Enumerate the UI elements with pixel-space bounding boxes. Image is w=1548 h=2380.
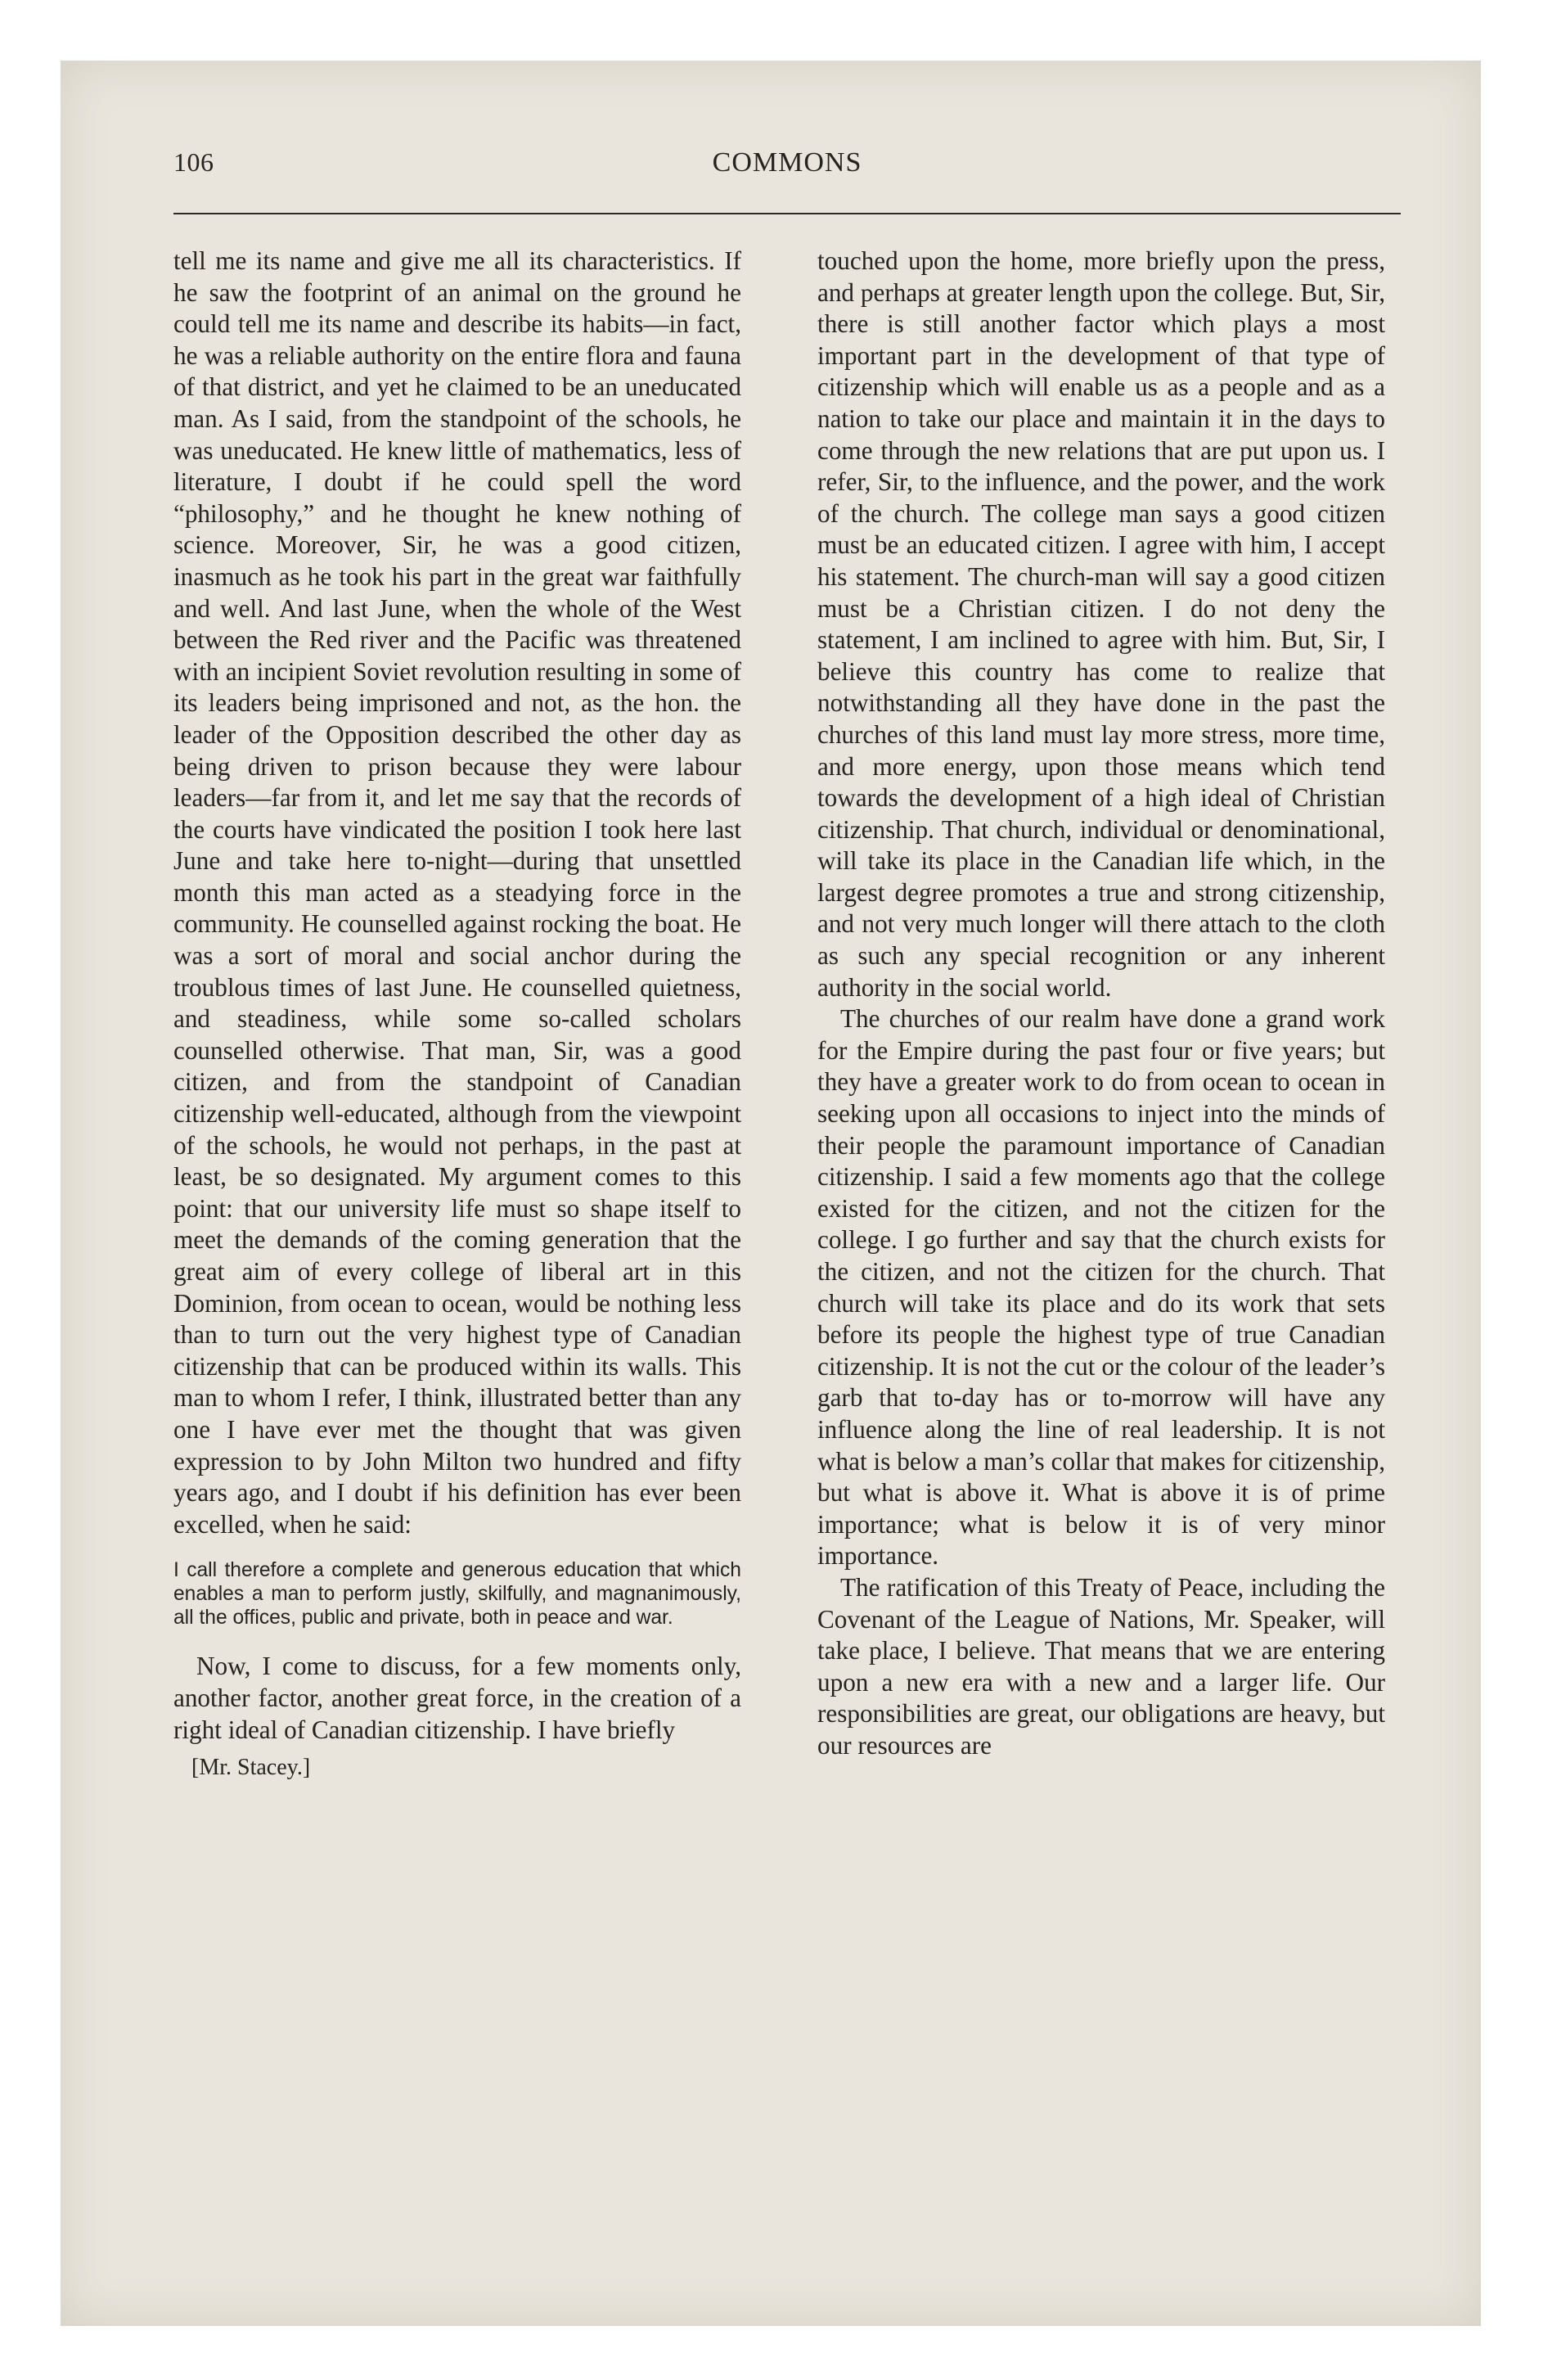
paragraph: touched upon the home, more briefly upon the press, and perhaps at greater length upon the college. But, Sir, there is still another factor which plays a most important part in the development of that type of citizenship which will enable us as a people and as a nation to take our place and maintain it in the days to come through the new relations that are put upon us. I refer, Sir, to the influence, and the power, and the work of the church. The college man says a good citizen must be an educated citizen. I agree with him, I accept his statement. The church-man will say a good citizen must be a Christian citizen. I do not deny the statement, I am inclined to agree with him. But, Sir, I believe this country has come to realize that notwithstanding all they have done in the past the churches of this land must lay more stress, more time, and more energy, upon those means which tend towards the development of a high ideal of Christian citizenship. That church, individual or denominational, will take its place in the Canadian life which, in the largest degree promotes a true and strong citizenship, and not very much longer will there attach to the cloth as such any special recognition or any inherent authority in the social world. xyxy=(817,246,1385,1002)
paragraph: The ratification of this Treaty of Peace, including the Covenant of the League of Nations, Mr. Speaker, will take place, I believe. That means that we are entering upon a new era with a new and a larger life. Our responsibilities are great, our obligations are heavy, but our resources are xyxy=(817,1572,1385,1760)
paragraph: Now, I come to discuss, for a few moments only, another factor, another great force, in the creation of a right ideal of Canadian citizenship. I have briefly xyxy=(173,1652,741,1744)
header-rule xyxy=(173,213,1401,214)
paragraph: The churches of our realm have done a grand work for the Empire during the past four or five years; but they have a greater work to do from ocean to ocean in seeking upon all occasions to inject into the minds of their people the paramount importance of Canadian citizenship. I said a few moments ago that the college existed for the citizen, and not the citizen for the college. I go further and say that the church exists for the citizen, and not the citizen for the church. That church will take its place and do its work that sets before its people the highest type of true Canadian citizenship. It is not the cut or the colour of the leader’s garb that to-day has or to-morrow will have any influence along the line of real leadership. It is not what is below a man’s collar that makes for citizenship, but what is above it. What is above it is of prime importance; what is below it is of very minor importance. xyxy=(817,1004,1385,1571)
paragraph: tell me its name and give me all its characteristics. If he saw the footprint of an animal on the ground he could tell me its name and describe its habits—in fact, he was a reliable authority on the entire flora and fauna of that district, and yet he claimed to be an uneducated man. As I said, from the standpoint of the schools, he was uneducated. He knew little of mathematics, less of literature, I doubt if he could spell the word “philosophy,” and he thought he knew nothing of science. Moreover, Sir, he was a good citizen, inasmuch as he took his part in the great war faithfully and well. And last June, when the whole of the West between the Red river and the Pacific was threatened with an incipient Soviet revolution resulting in some of its leaders being imprisoned and not, as the hon. the leader of the Opposition described the other day as being driven to prison because they were labour leaders—far from it, and let me say that the records of the courts have vindicated the position I took here last June and take here to-night—during that unsettled month this man acted as a steadying force in the community. He counselled against rocking the boat. He was a sort of moral and social anchor during the troublous times of last June. He counselled quietness, and steadiness, while some so-called scholars counselled otherwise. That man, Sir, was a good citizen, and from the standpoint of Canadian citizenship well-educated, although from the viewpoint of the schools, he would not perhaps, in the past at least, be so designated. My argument comes to this point: that our university life must so shape itself to meet the demands of the coming generation that the great aim of every college of liberal art in this Dominion, from ocean to ocean, would be nothing less than to turn out the very highest type of Canadian citizenship that can be produced within its walls. This man to whom I refer, I think, illustrated better than any one I have ever met the thought that was given expression to by John Milton two hundred and fifty years ago, and I doubt if his definition has ever been excelled, when he said: xyxy=(173,246,741,1539)
page-number: 106 xyxy=(173,147,214,177)
running-title: COMMONS xyxy=(712,147,862,178)
right-column xyxy=(817,246,1385,1762)
block-quote: I call therefore a complete and generous education that which enables a man to perform justly, skilfully, and magnanimously, all the offices, public and private, both in peace and war. xyxy=(173,1559,741,1629)
left-column xyxy=(173,246,741,1784)
page-header xyxy=(173,147,1401,180)
speaker-attribution: [Mr. Stacey.] xyxy=(191,1755,311,1781)
document-page xyxy=(61,61,1481,2326)
